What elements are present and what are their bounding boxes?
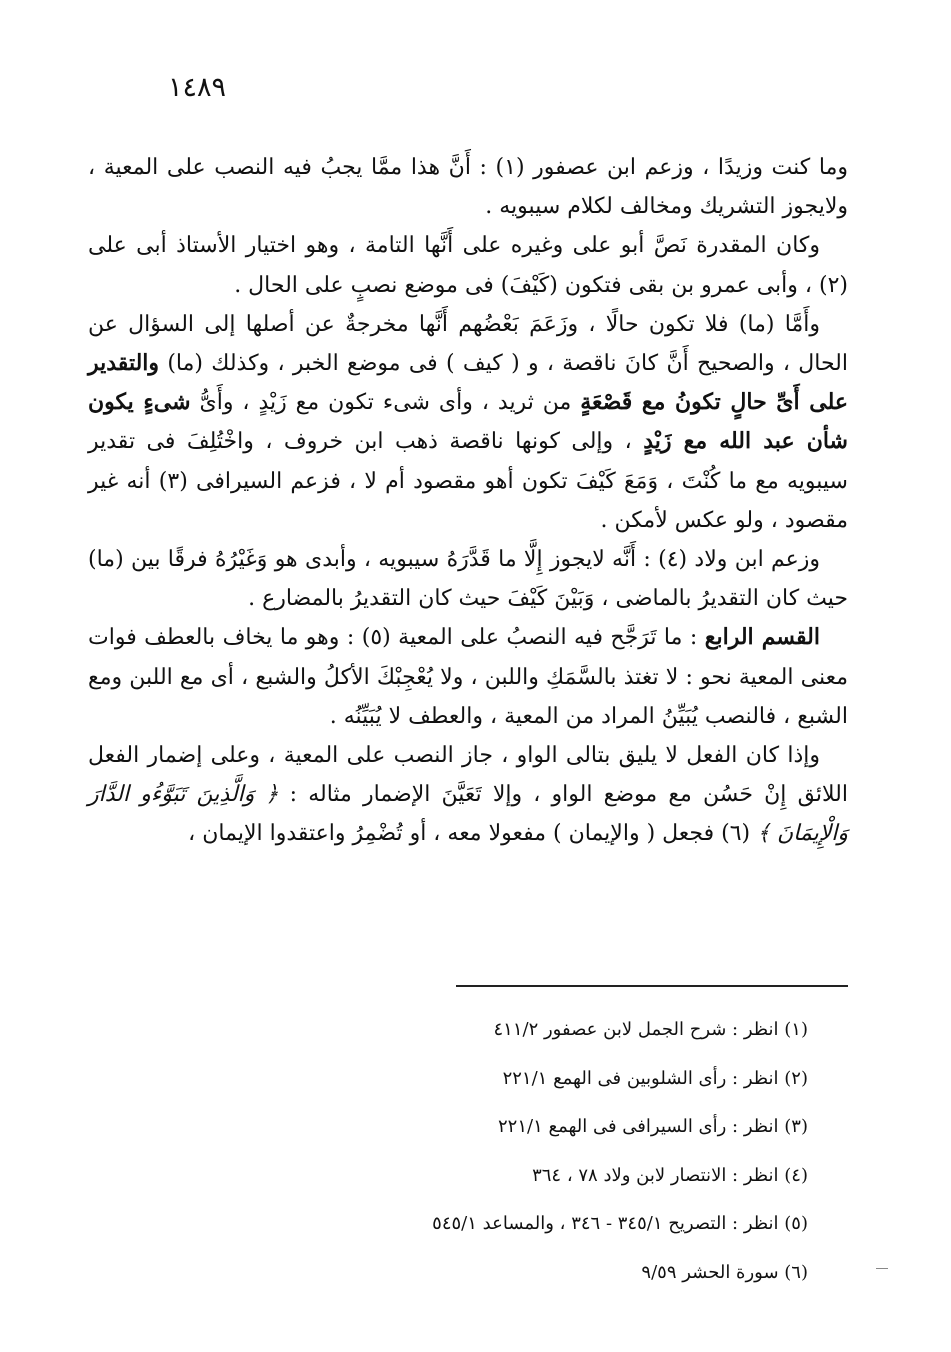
footnotes bbox=[300, 1006, 808, 1297]
footnote-5: (٥) انظر : التصريح ٣٤٥/١ - ٣٤٦ ، والمساعد ٥٤٥/١ bbox=[432, 1213, 808, 1234]
paragraph-3: وأَمَّا (ما) فلا تكون حالًا ، وزَعَمَ بَعْضُهم أَنَّها مخرجةٌ عن أصلها إلى السؤال عن الحال ، والصحيح أَنَّ كانَ ناقصة ، و ( كيف ) فى موضع الخبر ، وكذلك (ما) والتقدير على أَىِّ حالٍ تكونُ مع قَصْعَةٍ من ثريد ، وأى شىء تكون مع زَيْدٍ ، وأَىُّ شىءٍ يكون شأن عبد الله مع زَيْدٍ ، وإلى كونها ناقصة ذهب ابن خروف ، واخْتُلِفَ فى تقدير سيبويه مع ما كُنْتَ ، وَمَعَ كَيْفَ تكون أهو مقصود أم لا ، فزعم السيرافى (٣) أنه غير مقصود ، ولو عكس لأمكن . bbox=[88, 311, 849, 533]
section-heading: القسم الرابع bbox=[704, 624, 820, 651]
paragraph-4: وزعم ابن ولاد (٤) : أَنَّه لايجوز إِلَّا ما قَدَّرَهُ سيبويه ، وأبدى هو وَغَيْرُهُ فرقًا بين (ما) حيث كان التقديرُ بالماضى ، وَبَيْنَ كَيْفَ حيث كان التقديرُ بالمضارع . bbox=[88, 547, 848, 612]
footnote-divider bbox=[456, 985, 848, 987]
main-text bbox=[88, 148, 848, 854]
scan-mark bbox=[876, 1268, 888, 1269]
footnote-4: (٤) انظر : الانتصار لابن ولاد ٧٨ ، ٣٦٤ bbox=[532, 1164, 808, 1186]
quran-verse: ﴿ وَالَّذِينَ تَبَوَّءُو الدَّارَ وَالْإِيمَانَ ﴾ bbox=[88, 782, 848, 847]
footnote-2: (٢) انظر : رأى الشلوبين فى الهمع ٢٢١/١ bbox=[502, 1067, 808, 1089]
footnote-3: (٣) انظر : رأى السيرافى فى الهمع ٢٢١/١ bbox=[498, 1116, 808, 1137]
page-number: ١٤٨٩ bbox=[168, 72, 227, 103]
footnote-6: (٦) سورة الحشر ٩/٥٩ bbox=[641, 1261, 808, 1283]
bold-phrase-2: شىءٍ يكون شأن عبد الله مع زَيْدٍ bbox=[88, 389, 848, 455]
paragraph-1: وما كنت وزيدًا ، وزعم ابن عصفور (١) : أَنَّ هذا ممَّا يجبُ فيه النصب على المعية ، ولايجوز التشريك ومخالف لكلام سيبويه . bbox=[88, 155, 848, 220]
paragraph-5: القسم الرابع : ما تَرَجَّح فيه النصبُ على المعية (٥) : وهو ما يخاف بالعطف فوات معنى المعية نحو : لا تغتذ بالسَّمَكِ واللبن ، ولا يُعْجِبْكَ الأكلُ والشبع ، أى مع اللبن ومع الشبع ، فالنصب يُبَيِّنُ المراد من المعية ، والعطف لا يُبَيِّنُه . bbox=[88, 624, 848, 729]
paragraph-6: وإذا كان الفعل لا يليق بتالى الواو ، جاز النصب على المعية ، وعلى إضمار الفعل اللائق إِنْ حَسُن مع موضع الواو ، وإلا تَعَيَّنَ الإضمار مثاله : ﴿ وَالَّذِينَ تَبَوَّءُو الدَّارَ وَالْإِيمَانَ ﴾ (٦) فجعل ( والإيمان ) مفعولا معه ، أو تُضْمِرُ واعتقدوا الإيمان ، bbox=[88, 743, 848, 847]
paragraph-2: وكان المقدرة نَصَّ أبو على وغيره على أَنَّها التامة ، وهو اختيار الأستاذ أبى على (٢) ، وأبى عمرو بن بقى فتكون (كَيْفَ) فى موضع نصبٍ على الحال . bbox=[88, 233, 848, 298]
footnote-1: (١) انظر : شرح الجمل لابن عصفور ٤١١/٢ bbox=[493, 1019, 808, 1040]
bold-phrase-1: والتقدير على أَىِّ حالٍ تكونُ مع قَصْعَةٍ bbox=[88, 350, 849, 416]
